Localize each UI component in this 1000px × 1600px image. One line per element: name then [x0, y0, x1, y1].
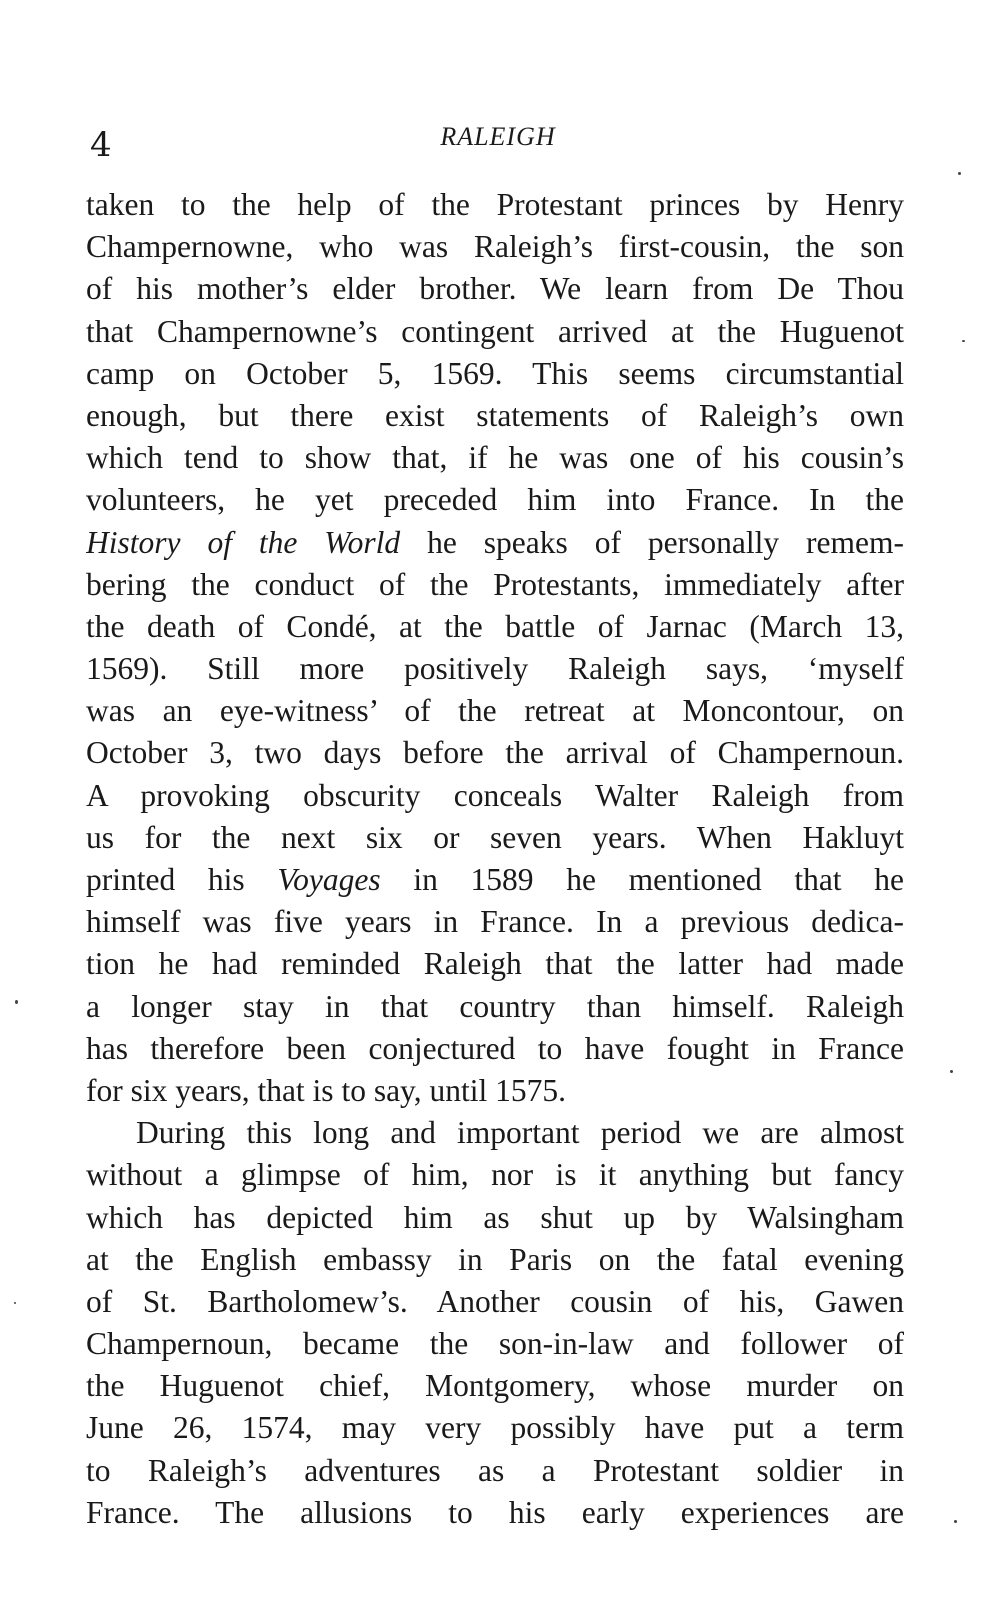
italic-title: Voyages	[277, 862, 381, 897]
page-number: 4	[90, 125, 112, 165]
text-line	[86, 479, 904, 521]
text-segment: 1569). Still more positively Raleigh says, ‘myself	[86, 651, 904, 687]
text-segment: printed his	[86, 862, 278, 897]
text-segment: he speaks of personally remem-	[400, 524, 904, 560]
text-segment: of St. Bartholomew’s. Another cousin of his, Gawen	[86, 1283, 904, 1319]
text-line	[86, 268, 904, 310]
text-line	[86, 817, 904, 859]
text-segment: the death of Condé, at the battle of Jarnac (March 13,	[86, 608, 904, 644]
text-line	[86, 690, 904, 732]
text-line	[86, 1197, 904, 1239]
text-segment: has therefore been conjectured to have fought in France	[86, 1030, 904, 1066]
body-text	[86, 184, 904, 1534]
text-segment: us for the next six or seven years. When Hakluyt	[86, 819, 904, 855]
text-segment: June 26, 1574, may very possibly have put a term	[86, 1410, 904, 1446]
text-line	[86, 1323, 904, 1365]
text-line	[86, 226, 904, 268]
text-segment: in 1589 he mentioned that he	[380, 862, 904, 897]
text-line	[86, 1450, 904, 1492]
text-line	[86, 1239, 904, 1281]
text-segment: taken to the help of the Protestant princes by Henry	[86, 187, 904, 222]
text-line	[86, 1281, 904, 1323]
text-segment: volunteers, he yet preceded him into France. In the	[86, 482, 904, 518]
scan-speck	[15, 1000, 18, 1004]
text-line	[86, 943, 904, 985]
text-line	[86, 1492, 904, 1534]
text-line	[86, 184, 904, 226]
scan-speck	[962, 340, 965, 342]
text-line	[86, 1154, 904, 1196]
text-line	[86, 311, 904, 353]
text-line	[86, 901, 904, 943]
text-segment: of his mother’s elder brother. We learn from De Thou	[86, 271, 904, 307]
text-segment: France. The allusions to his early experiences are	[86, 1494, 904, 1530]
text-segment: October 3, two days before the arrival of Champernoun.	[86, 735, 904, 771]
text-line	[86, 395, 904, 437]
text-line	[86, 1070, 904, 1112]
text-segment: that Champernowne’s contingent arrived at the Huguenot	[86, 313, 904, 349]
text-line	[86, 353, 904, 395]
text-segment: Champernoun, became the son-in-law and follower of	[86, 1326, 904, 1362]
text-segment: without a glimpse of him, nor is it anything but fancy	[86, 1157, 904, 1193]
text-segment: bering the conduct of the Protestants, immediately after	[86, 566, 904, 602]
scan-speck	[950, 1070, 953, 1073]
text-line	[86, 606, 904, 648]
text-line	[86, 522, 904, 564]
italic-title: History of the World	[86, 524, 401, 560]
text-segment: a longer stay in that country than himself. Raleigh	[86, 988, 904, 1024]
text-segment: During this long and important period we are almost	[136, 1115, 904, 1151]
text-segment: was an eye-witness’ of the retreat at Moncontour, on	[86, 693, 904, 729]
text-segment: to Raleigh’s adventures as a Protestant soldier in	[86, 1452, 904, 1488]
scan-speck	[958, 172, 961, 175]
text-segment: camp on October 5, 1569. This seems circumstantial	[86, 355, 904, 391]
scan-speck	[954, 1520, 957, 1523]
text-line	[86, 437, 904, 479]
text-segment: tion he had reminded Raleigh that the latter had made	[86, 946, 904, 982]
text-segment: the Huguenot chief, Montgomery, whose murder on	[86, 1368, 904, 1404]
running-head: RALEIGH	[440, 122, 556, 151]
text-line	[86, 1028, 904, 1070]
text-line	[86, 648, 904, 690]
text-segment: A provoking obscurity conceals Walter Raleigh from	[86, 777, 904, 813]
text-line	[86, 1112, 904, 1154]
text-segment: at the English embassy in Paris on the fatal evening	[86, 1241, 904, 1277]
scan-speck	[14, 1302, 16, 1304]
text-line	[86, 732, 904, 774]
text-line	[86, 859, 904, 901]
text-segment: Champernowne, who was Raleigh’s first-cousin, the son	[86, 229, 904, 265]
text-line	[86, 1365, 904, 1407]
text-line	[86, 986, 904, 1028]
text-line	[86, 564, 904, 606]
page-header	[88, 110, 908, 165]
text-segment: for six years, that is to say, until 1575.	[86, 1072, 567, 1108]
text-line	[86, 775, 904, 817]
text-line	[86, 1407, 904, 1449]
text-segment: enough, but there exist statements of Raleigh’s own	[86, 397, 904, 433]
text-segment: which has depicted him as shut up by Walsingham	[86, 1199, 904, 1235]
text-segment: himself was five years in France. In a previous dedica-	[86, 904, 904, 940]
text-segment: which tend to show that, if he was one of his cousin’s	[86, 440, 904, 476]
